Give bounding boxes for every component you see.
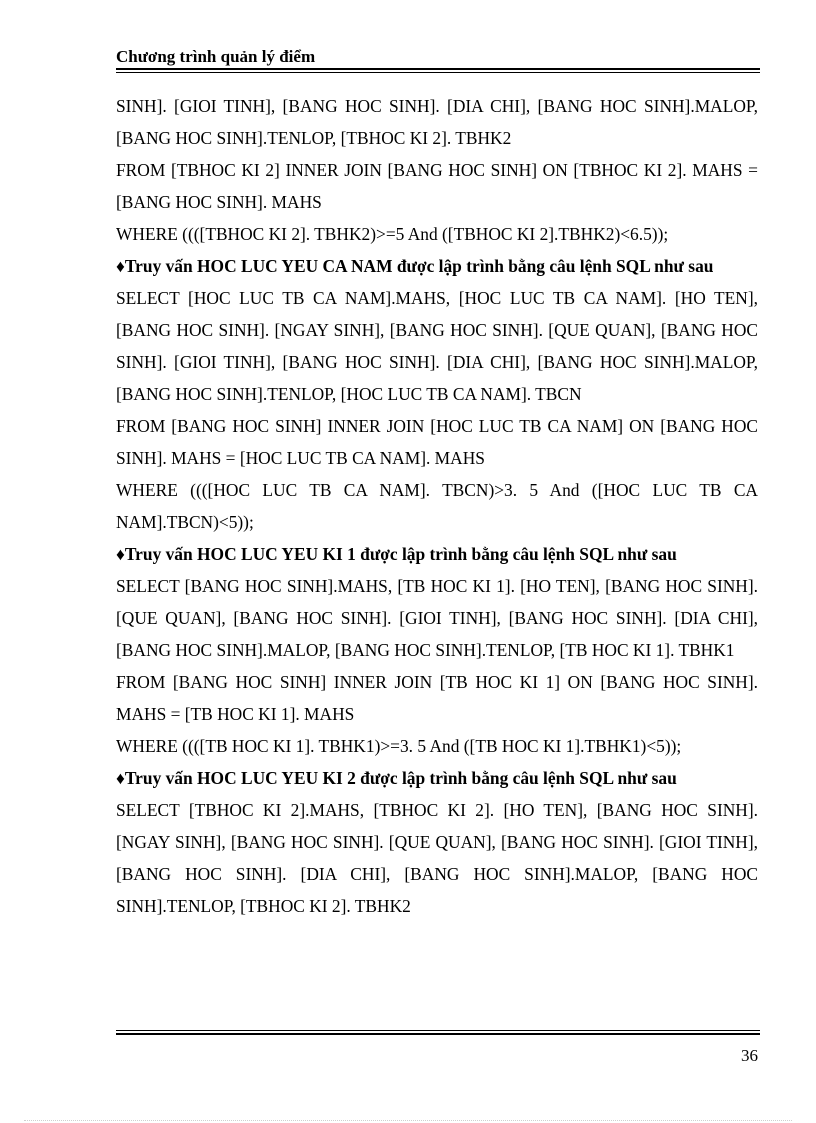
sql-paragraph: SINH]. [GIOI TINH], [BANG HOC SINH]. [DIA CHI], [BANG HOC SINH].MALOP, [BANG HOC SINH].TENLOP, [TBHOC KI 2]. TBHK2: [116, 96, 758, 148]
page-body: [116, 90, 758, 922]
footer-rule-thick: [116, 1033, 760, 1035]
sql-paragraph: FROM [TBHOC KI 2] INNER JOIN [BANG HOC SINH] ON [TBHOC KI 2]. MAHS = [BANG HOC SINH]. MAHS: [116, 160, 758, 212]
sql-paragraph: WHERE ((([TBHOC KI 2]. TBHK2)>=5 And ([TBHOC KI 2].TBHK2)<6.5));: [116, 224, 669, 244]
sql-paragraph: WHERE ((([TB HOC KI 1]. TBHK1)>=3. 5 And ([TB HOC KI 1].TBHK1)<5));: [116, 736, 682, 756]
section-heading: ♦Truy vấn HOC LUC YEU CA NAM được lập trình bằng câu lệnh SQL như sau: [116, 256, 714, 276]
sql-paragraph: WHERE ((([HOC LUC TB CA NAM]. TBCN)>3. 5 And ([HOC LUC TB CA NAM].TBCN)<5));: [116, 480, 758, 532]
page-number: 36: [741, 1046, 758, 1065]
sql-paragraph: FROM [BANG HOC SINH] INNER JOIN [TB HOC KI 1] ON [BANG HOC SINH]. MAHS = [TB HOC KI 1]. MAHS: [116, 672, 758, 724]
sql-paragraph: FROM [BANG HOC SINH] INNER JOIN [HOC LUC TB CA NAM] ON [BANG HOC SINH]. MAHS = [HOC LUC TB CA NAM]. MAHS: [116, 416, 758, 468]
running-header: Chương trình quản lý điểm: [116, 47, 316, 66]
footer-rule-thin: [116, 1030, 760, 1031]
header-rule-thick: [116, 68, 760, 70]
sql-paragraph: SELECT [TBHOC KI 2].MAHS, [TBHOC KI 2]. [HO TEN], [BANG HOC SINH]. [NGAY SINH], [BANG HOC SINH]. [QUE QUAN], [BANG HOC SINH]. [GIOI TINH], [BANG HOC SINH]. [DIA CHI], [BANG HOC SINH].MALOP, [BANG HOC SINH].TENLOP, [TBHOC KI 2]. TBHK2: [116, 800, 758, 916]
page-edge-dotted-line: [24, 1120, 792, 1121]
sql-paragraph: SELECT [HOC LUC TB CA NAM].MAHS, [HOC LUC TB CA NAM]. [HO TEN], [BANG HOC SINH]. [NGAY SINH], [BANG HOC SINH]. [QUE QUAN], [BANG HOC SINH]. [GIOI TINH], [BANG HOC SINH]. [DIA CHI], [BANG HOC SINH].MALOP, [BANG HOC SINH].TENLOP, [HOC LUC TB CA NAM]. TBCN: [116, 288, 758, 404]
section-heading: ♦Truy vấn HOC LUC YEU KI 1 được lập trình bằng câu lệnh SQL như sau: [116, 544, 677, 564]
sql-paragraph: SELECT [BANG HOC SINH].MAHS, [TB HOC KI 1]. [HO TEN], [BANG HOC SINH]. [QUE QUAN], [BANG HOC SINH]. [GIOI TINH], [BANG HOC SINH]. [DIA CHI], [BANG HOC SINH].MALOP, [BANG HOC SINH].TENLOP, [TB HOC KI 1]. TBHK1: [116, 576, 758, 660]
header-rule-thin: [116, 72, 760, 73]
section-heading: ♦Truy vấn HOC LUC YEU KI 2 được lập trình bằng câu lệnh SQL như sau: [116, 768, 677, 788]
